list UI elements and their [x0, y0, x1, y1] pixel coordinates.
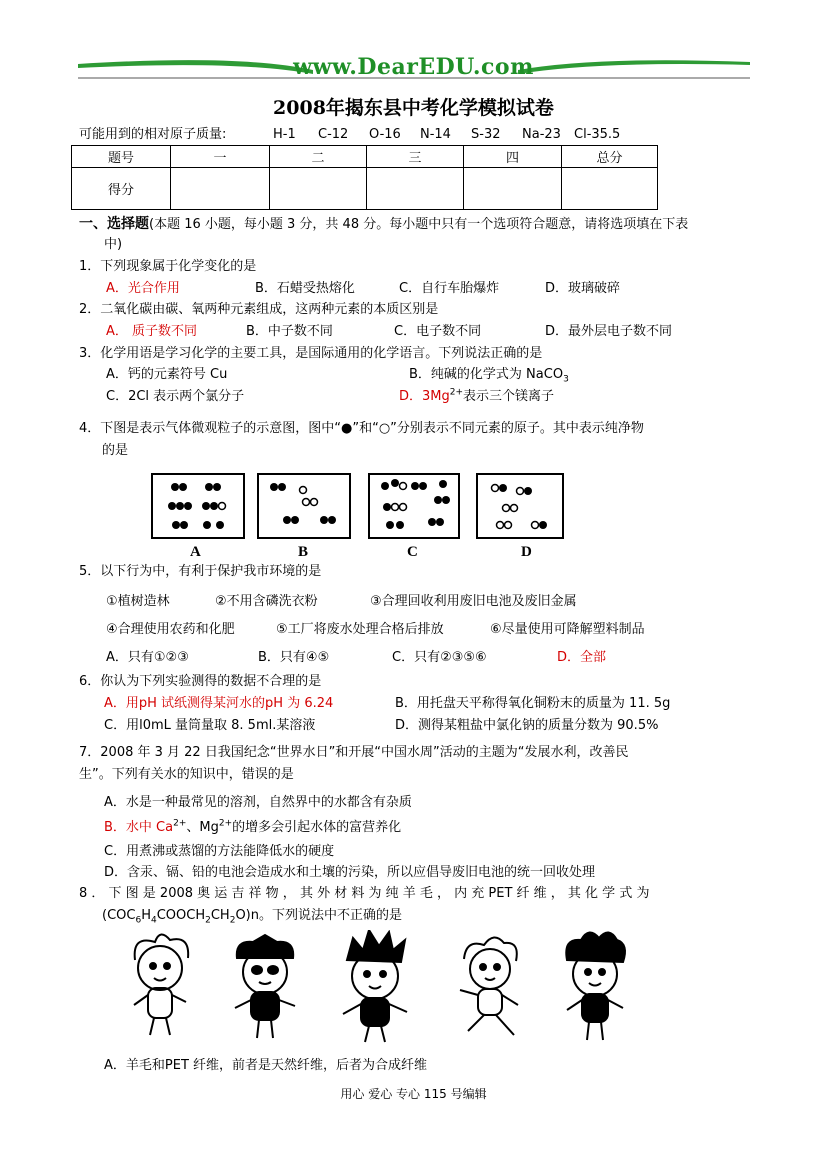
q8-f5: COOCH	[156, 908, 206, 923]
section-heading-line	[79, 216, 688, 233]
q3-option-b	[409, 367, 569, 383]
score-input-cell[interactable]	[270, 168, 367, 210]
q1-option-b: B．石蜡受热熔化	[255, 281, 355, 296]
section-desc-cont: 中)	[104, 237, 123, 252]
q4-stem: 4．下图是表示气体微观粒子的示意图，图中“●”和“○”分别表示不同元素的原子。其中表示纯净物	[79, 421, 644, 436]
q5-item-1: ①植树造林	[106, 594, 170, 609]
score-header-cell: 题号	[72, 146, 171, 168]
box-a	[152, 474, 244, 538]
atomic-mass-n: N-14	[420, 127, 451, 142]
q5-option-a: A．只有①②③	[106, 650, 189, 665]
q7-option-b-sup1: 2+	[173, 818, 187, 829]
diagram-label-d: D	[521, 544, 532, 560]
q5-option-d: D．全部	[557, 650, 607, 665]
q1-option-d: D．玻璃破碎	[545, 281, 621, 296]
score-table	[71, 145, 658, 210]
q8-stem: 8 ． 下 图 是 2008 奥 运 吉 祥 物 ， 其 外 材 料 为 纯 羊 毛 ， 内 充 PET 纤 维 ， 其 化 学 式 为	[79, 886, 650, 901]
q3-option-b-sub: 3	[563, 374, 569, 385]
atomic-mass-o: O-16	[369, 127, 401, 142]
q3-option-b-text: B．纯碱的化学式为 NaCO	[409, 367, 564, 382]
score-header-cell: 一	[171, 146, 270, 168]
q2-option-d: D．最外层电子数不同	[545, 324, 673, 339]
q8-f3: H	[141, 908, 151, 923]
atomic-mass-na: Na-23	[522, 127, 561, 142]
q5-item-2: ②不用含磷洗衣粉	[215, 594, 318, 609]
section-title: 一、选择题	[79, 216, 149, 232]
score-row-label: 得分	[72, 168, 171, 210]
diagram-label-a: A	[190, 544, 201, 560]
q3-option-d	[399, 389, 554, 405]
q3-stem: 3．化学用语是学习化学的主要工具，是国际通用的化学语言。下列说法正确的是	[79, 346, 543, 361]
q5-stem: 5．以下行为中，有利于保护我市环境的是	[79, 564, 322, 579]
q3-option-c: C．2Cl 表示两个氯分子	[106, 389, 245, 404]
q3-option-d-post: 表示三个镁离子	[463, 389, 555, 404]
site-logo-text[interactable]: www.DearEDU.com	[293, 54, 534, 80]
q5-item-3: ③合理回收利用废旧电池及废旧金属	[370, 594, 577, 609]
olympic-mascots-image	[120, 930, 650, 1050]
page-title: 2008年揭东县中考化学模拟试卷	[273, 97, 554, 119]
q3-option-d-pre: D．3Mg	[399, 389, 450, 404]
q8-f4: 4	[150, 915, 157, 926]
q8-f6: 2	[205, 915, 211, 926]
score-input-cell[interactable]	[464, 168, 562, 210]
q5-item-6: ⑥尽量使用可降解塑料制品	[490, 622, 645, 637]
q7-stem: 7．2008 年 3 月 22 日我国纪念“世界水日”和开展“中国水周”活动的主题为“发展水利，改善民	[79, 745, 629, 760]
atomic-mass-h: H-1	[273, 127, 296, 142]
q2-option-a: A． 质子数不同	[106, 324, 198, 339]
q8-f9: O)n。下列说法中不正确的是	[235, 908, 402, 923]
q5-option-b: B．只有④⑤	[258, 650, 330, 665]
score-input-cell[interactable]	[171, 168, 270, 210]
q8-f2: 6	[135, 915, 142, 926]
score-header-cell: 三	[367, 146, 464, 168]
q4-stem-cont: 的是	[102, 443, 129, 458]
q1-option-a: A．光合作用	[106, 281, 180, 296]
q7-option-b-mid: 、Mg	[186, 820, 219, 835]
atomic-mass-c: C-12	[318, 127, 349, 142]
q6-option-b: B．用托盘天平称得氧化铜粉末的质量为 11. 5g	[395, 696, 671, 711]
atomic-mass-cl: Cl-35.5	[574, 127, 621, 142]
diagram-label-b: B	[298, 544, 309, 560]
box-b	[258, 474, 350, 538]
diagram-label-c: C	[407, 544, 418, 560]
q7-option-a: A．水是一种最常见的溶剂，自然界中的水都含有杂质	[104, 795, 412, 810]
q6-option-d: D．测得某粗盐中氯化钠的质量分数为 90.5%	[395, 718, 659, 733]
q1-stem: 1．下列现象属于化学变化的是	[79, 259, 257, 274]
score-header-cell: 二	[270, 146, 367, 168]
q6-option-c: C．用l0mL 量筒量取 8. 5ml.某溶液	[104, 718, 316, 733]
q8-option-a: A．羊毛和PET 纤维，前者是天然纤维，后者为合成纤维	[104, 1058, 428, 1073]
q5-item-5: ⑤工厂将废水处理合格后排放	[276, 622, 444, 637]
q8-formula-line	[102, 908, 402, 924]
atomic-mass-label: 可能用到的相对原子质量:	[79, 127, 227, 142]
q7-option-b-pre: B．水中 Ca	[104, 820, 174, 835]
q8-f8: 2	[229, 915, 236, 926]
q2-option-c: C．电子数不同	[394, 324, 482, 339]
q3-option-d-sup: 2+	[449, 387, 464, 398]
section-desc: (本题 16 小题，每小题 3 分，共 48 分。每小题中只有一个选项符合题意，请将选项填在下表	[149, 217, 689, 232]
q7-option-b-sup2: 2+	[218, 818, 233, 829]
q2-stem: 2．二氧化碳由碳、氧两种元素组成，这两种元素的本质区别是	[79, 302, 439, 317]
score-input-cell[interactable]	[367, 168, 464, 210]
q1-option-c: C．自行车胎爆炸	[399, 281, 500, 296]
score-input-cell[interactable]	[562, 168, 658, 210]
q8-f1: (COC	[102, 908, 136, 923]
atomic-mass-s: S-32	[471, 127, 501, 142]
box-d	[477, 474, 563, 538]
q6-option-a: A．用pH 试纸测得某河水的pH 为 6.24	[104, 696, 334, 711]
q7-option-c: C．用煮沸或蒸馏的方法能降低水的硬度	[104, 844, 335, 859]
q2-option-b: B．中子数不同	[246, 324, 333, 339]
q7-stem-cont: 生”。下列有关水的知识中，错误的是	[79, 767, 294, 782]
q3-option-a: A．钙的元素符号 Cu	[106, 367, 228, 382]
q7-option-d: D．含汞、镉、铅的电池会造成水和土壤的污染，所以应倡导废旧电池的统一回收处理	[104, 865, 596, 880]
q5-item-4: ④合理使用农药和化肥	[106, 622, 235, 637]
score-header-cell: 四	[464, 146, 562, 168]
molecule-diagram	[150, 470, 566, 562]
q7-option-b-post: 的增多会引起水体的富营养化	[232, 820, 402, 835]
page-footer: 用心 爱心 专心 115 号编辑	[340, 1087, 487, 1101]
score-header-cell: 总分	[562, 146, 658, 168]
q8-f7: CH	[210, 908, 230, 923]
q7-option-b	[104, 820, 401, 836]
q5-option-c: C．只有②③⑤⑥	[392, 650, 487, 665]
q6-stem: 6．你认为下列实验测得的数据不合理的是	[79, 674, 322, 689]
